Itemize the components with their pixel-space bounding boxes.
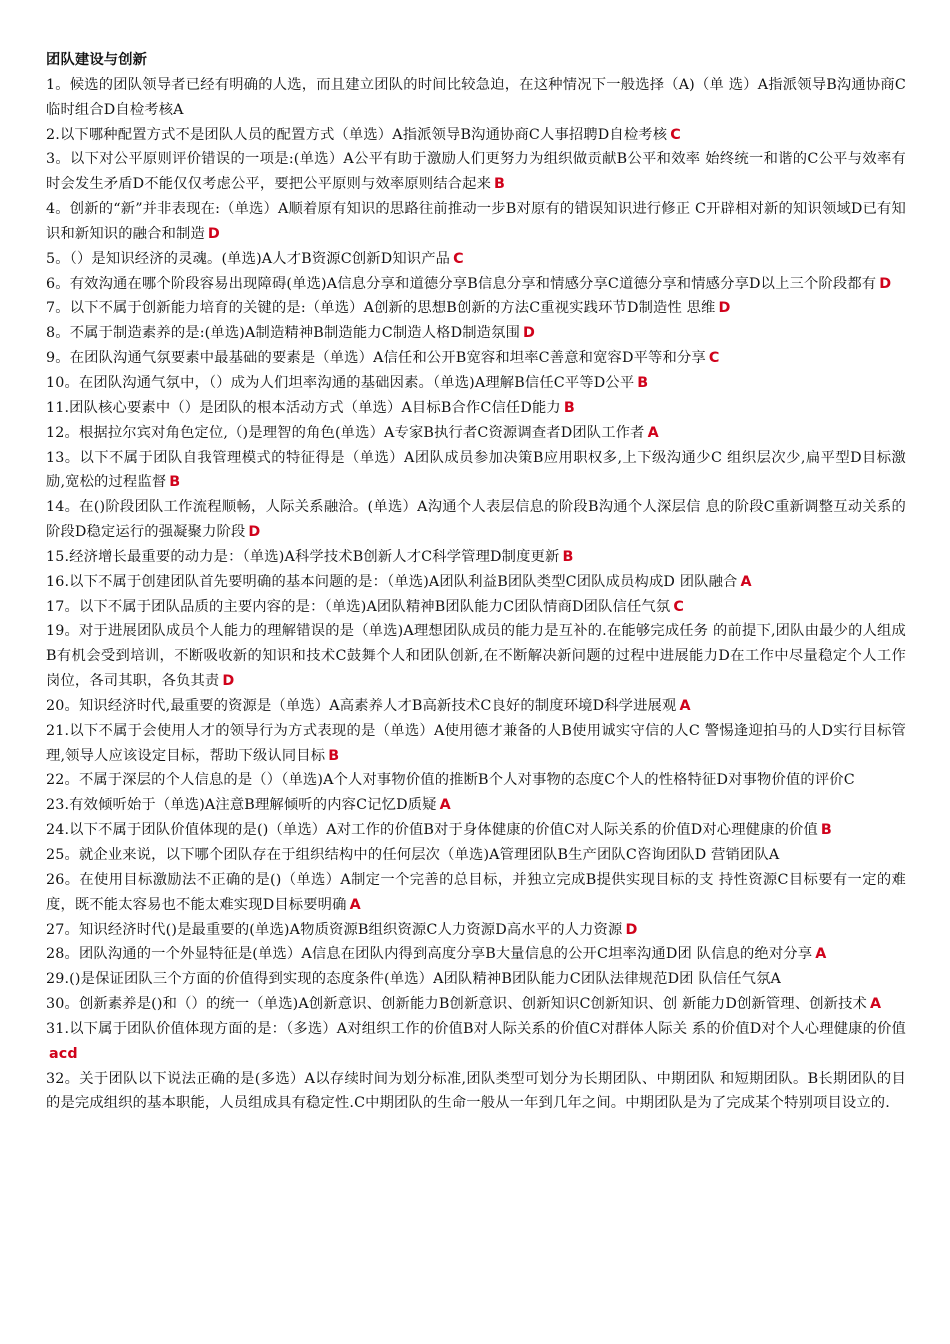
document-title: 团队建设与创新 [46, 52, 148, 68]
question-item [46, 123, 906, 148]
answer-mark: C [708, 350, 720, 367]
question-text: 3。以下对公平原则评价错误的一项是:(单选）A公平有助于激励人们更努力为组织做贡献B公平和效率 始终统一和谐的C公平与效率有时会发生矛盾D不能仅仅考虑公平，要把公平原则与效率原则结合起来 [46, 151, 906, 193]
question-text: 32。关于团队以下说法正确的是(多选）A以存续时间为划分标准,团队类型可划分为长期团队、中期团队 和短期团队。B长期团队的目的是完成组织的基本职能，人员组成具有稳定性.C中期团队的生命一般从一年到几年之间。中期团队是为了完成某个特别项目设立的. [46, 1070, 906, 1112]
answer-mark: B [563, 399, 575, 416]
answer-mark: C [670, 126, 681, 143]
question-text: 30。创新素养是()和（）的统一（单选)A创新意识、创新能力B创新意识、创新知识C创新知识、创 新能力D创新管理、创新技术 [46, 996, 867, 1013]
question-list [46, 73, 906, 1116]
question-item [46, 793, 906, 818]
question-text: 23.有效倾听始于（单选)A注意B理解倾听的内容C记忆D质疑 [46, 797, 437, 814]
question-item [46, 396, 906, 421]
answer-mark: D [879, 275, 892, 292]
question-text: 25。就企业来说，以下哪个团队存在于组织结构中的任何层次（单选)A管理团队B生产团队C咨询团队D 营销团队A [46, 847, 780, 863]
question-item [46, 421, 906, 446]
question-text: 21.以下不属于会使用人才的领导行为方式表现的是（单选）A使用德才兼备的人B使用诚实守信的人C 警惕逢迎拍马的人D实行目标管理,领导人应该设定目标，帮助下级认同目标 [46, 722, 906, 764]
question-item [46, 942, 906, 967]
question-text: 11.团队核心要素中（）是团队的根本活动方式（单选）A目标B合作C信任D能力 [46, 399, 561, 416]
answer-mark: D [625, 921, 638, 938]
question-text: 6。有效沟通在哪个阶段容易出现障碍(单选)A信息分享和道德分享B信息分享和情感分享C道德分享和情感分享D以上三个阶段都有 [46, 275, 877, 292]
question-text: 7。以下不属于创新能力培育的关键的是:（单选）A创新的思想B创新的方法C重视实践环节D制造性 思维 [46, 300, 716, 317]
answer-mark: C [673, 598, 684, 615]
answer-mark: B [169, 474, 181, 491]
answer-mark: D [248, 524, 261, 541]
question-item [46, 73, 906, 123]
question-item [46, 197, 906, 247]
question-item [46, 1017, 906, 1067]
question-item [46, 346, 906, 371]
question-text: 5。（）是知识经济的灵魂。(单选)A人才B资源C创新D知识产品 [46, 250, 451, 267]
question-item [46, 619, 906, 694]
question-text: 2.以下哪种配置方式不是团队人员的配置方式（单选）A指派领导B沟通协商C人事招聘D自检考核 [46, 126, 668, 143]
question-text: 14。在()阶段团队工作流程顺畅，人际关系融洽。(单选）A沟通个人表层信息的阶段B沟通个人深层信 息的阶段C重新调整互动关系的阶段D稳定运行的强凝聚力阶段 [46, 499, 906, 541]
question-item [46, 446, 906, 496]
answer-mark: A [870, 996, 882, 1013]
question-text: 13。以下不属于团队自我管理模式的特征得是（单选）A团队成员参加决策B应用职权多,上下级沟通少C 组织层次少,扁平型D目标激励,宽松的过程监督 [46, 449, 906, 491]
question-item [46, 843, 906, 868]
question-text: 9。在团队沟通气氛要素中最基础的要素是（单选）A信任和公开B宽容和坦率C善意和宽容D平等和分享 [46, 350, 706, 367]
answer-mark: A [679, 697, 691, 714]
question-text: 19。对于进展团队成员个人能力的理解错误的是（单选)A理想团队成员的能力是互补的.在能够完成任务 的前提下,团队由最少的人组成B有机会受到培训，不断吸收新的知识和技术C鼓舞个人和团队创新,在不断解决新问题的过程中进展能力D在工作中尽量稳定个人工作岗位，各司其职，各负其责 [46, 623, 906, 690]
question-text: 17。以下不属于团队品质的主要内容的是：（单选)A团队精神B团队能力C团队情商D团队信任气氛 [46, 598, 671, 615]
answer-mark: C [453, 250, 464, 267]
answer-mark: B [562, 548, 574, 565]
question-text: 12。根据拉尔宾对角色定位,（)是理智的角色(单选）A专家B执行者C资源调查者D团队工作者 [46, 424, 645, 441]
question-text: 22。不属于深层的个人信息的是（）（单选)A个人对事物价值的推断B个人对事物的态度C个人的性格特征D对事物价值的评价C [46, 772, 855, 789]
question-item [46, 147, 906, 197]
question-item [46, 918, 906, 943]
answer-mark: A [647, 424, 659, 441]
question-text: 31.以下属于团队价值体现方面的是：（多选）A对组织工作的价值B对人际关系的价值C对群体人际关 系的价值D对个人心理健康的价值 [46, 1020, 906, 1037]
question-text: 20。知识经济时代,最重要的资源是（单选）A高素养人才B高新技术C良好的制度环境D科学进展观 [46, 697, 677, 714]
question-item [46, 272, 906, 297]
question-item [46, 694, 906, 719]
question-item [46, 868, 906, 918]
question-text: 1。候选的团队领导者已经有明确的人选，而且建立团队的时间比较急迫，在这种情况下一般选择（A)（单 选）A指派领导B沟通协商C临时组合D自检考核A [46, 76, 906, 118]
question-text: 16.以下不属于创建团队首先要明确的基本问题的是：（单选)A团队利益B团队类型C团队成员构成D 团队融合 [46, 573, 738, 590]
question-item [46, 570, 906, 595]
question-text: 26。在使用目标激励法不正确的是()（单选）A制定一个完善的总目标，并独立完成B提供实现目标的支 持性资源C目标要有一定的难度，既不能太容易也不能太难实现D目标要明确 [46, 871, 906, 913]
question-text: 24.以下不属于团队价值体现的是()（单选）A对工作的价值B对于身体健康的价值C对人际关系的价值D对心理健康的价值 [46, 822, 818, 839]
question-item [46, 371, 906, 396]
question-item [46, 1067, 906, 1117]
question-text: 28。团队沟通的一个外显特征是(单选）A信息在团队内得到高度分享B大量信息的公开C坦率沟通D团 队信息的绝对分享 [46, 946, 813, 963]
answer-mark: B [820, 822, 832, 839]
question-text: 29.()是保证团队三个方面的价值得到实现的态度条件(单选）A团队精神B团队能力C团队法律规范D团 队信任气氛A [46, 971, 782, 988]
question-item [46, 818, 906, 843]
answer-mark: A [815, 946, 827, 963]
question-item [46, 545, 906, 570]
question-item [46, 296, 906, 321]
answer-mark: B [494, 176, 506, 193]
answer-mark: B [328, 747, 340, 764]
question-item [46, 247, 906, 272]
question-item [46, 768, 906, 793]
question-text: 27。知识经济时代()是最重要的(单选)A物质资源B组织资源C人力资源D高水平的人力资源 [46, 921, 623, 938]
question-item [46, 967, 906, 992]
answer-mark: D [718, 300, 731, 317]
question-text: 8。不属于制造素养的是:(单选)A制造精神B制造能力C制造人格D制造氛围 [46, 325, 521, 342]
question-item [46, 595, 906, 620]
question-item [46, 992, 906, 1017]
question-item [46, 495, 906, 545]
answer-mark: A [740, 573, 752, 590]
answer-mark: B [637, 374, 649, 391]
answer-mark: A [349, 896, 361, 913]
answer-mark: D [222, 673, 235, 690]
answer-mark: D [523, 325, 536, 342]
answer-mark: A [439, 797, 451, 814]
question-item [46, 321, 906, 346]
question-text: 10。在团队沟通气氛中，（）成为人们坦率沟通的基础因素。（单选)A理解B信任C平等D公平 [46, 374, 635, 391]
question-text: 4。创新的“新”并非表现在:（单选）A顺着原有知识的思路往前推动一步B对原有的错误知识进行修正 C开辟相对新的知识领域D已有知识和新知识的融合和制造 [46, 201, 906, 242]
question-item [46, 719, 906, 769]
question-text: 15.经济增长最重要的动力是：（单选)A科学技术B创新人才C科学管理D制度更新 [46, 548, 560, 565]
answer-mark: D [207, 225, 220, 242]
answer-mark: acd [49, 1045, 78, 1062]
